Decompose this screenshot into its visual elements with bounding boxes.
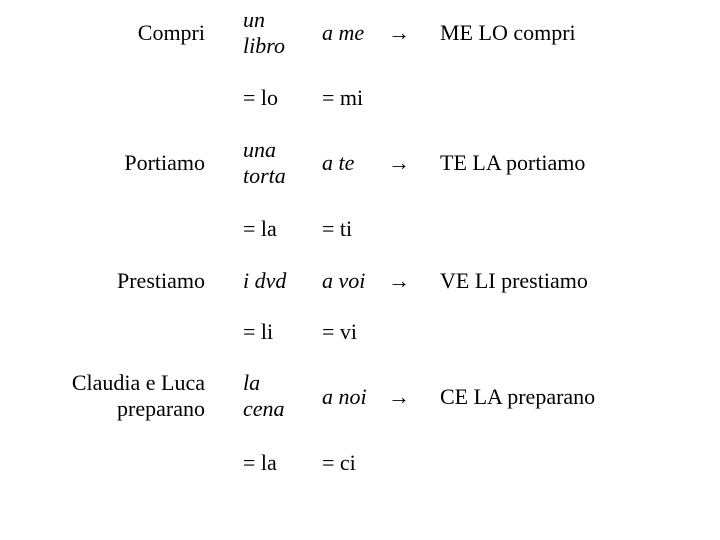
- pronoun-la: = la: [243, 216, 277, 241]
- indirect-object-a-me: a me: [322, 20, 365, 45]
- verb-subject-claudia-e-luca: Claudia e Luca: [71, 370, 205, 395]
- direct-object-un-libro: un libro: [243, 7, 285, 58]
- verb-portiamo: Portiamo: [124, 150, 205, 175]
- direct-object-i-dvd: i dvd: [243, 268, 287, 293]
- verb-preparano: preparano: [117, 396, 205, 421]
- pronoun-la: = la: [243, 450, 277, 475]
- right-arrow-icon: →: [388, 268, 410, 293]
- right-arrow-icon: →: [388, 150, 410, 175]
- pronoun-lo: = lo: [243, 85, 279, 110]
- direct-object-una-torta: una torta: [243, 137, 286, 188]
- right-arrow-icon: →: [388, 384, 410, 409]
- pronoun-ti: = ti: [322, 216, 353, 241]
- verb-prestiamo: Prestiamo: [117, 268, 205, 293]
- direct-object-la-cena: la cena: [243, 370, 285, 421]
- result-me-lo-compri: ME LO compri: [440, 20, 576, 45]
- indirect-object-a-te: a te: [322, 150, 355, 175]
- pronoun-vi: = vi: [322, 319, 358, 344]
- indirect-object-a-noi: a noi: [322, 384, 367, 409]
- result-ve-li-prestiamo: VE LI prestiamo: [440, 268, 588, 293]
- right-arrow-icon: →: [388, 20, 410, 45]
- indirect-object-a-voi: a voi: [322, 268, 366, 293]
- verb-compri: Compri: [137, 20, 205, 45]
- pronoun-li: = li: [243, 319, 274, 344]
- result-ce-la-preparano: CE LA preparano: [440, 384, 596, 409]
- result-te-la-portiamo: TE LA portiamo: [440, 150, 586, 175]
- pronoun-mi: = mi: [322, 85, 364, 110]
- pronoun-ci: = ci: [322, 450, 356, 475]
